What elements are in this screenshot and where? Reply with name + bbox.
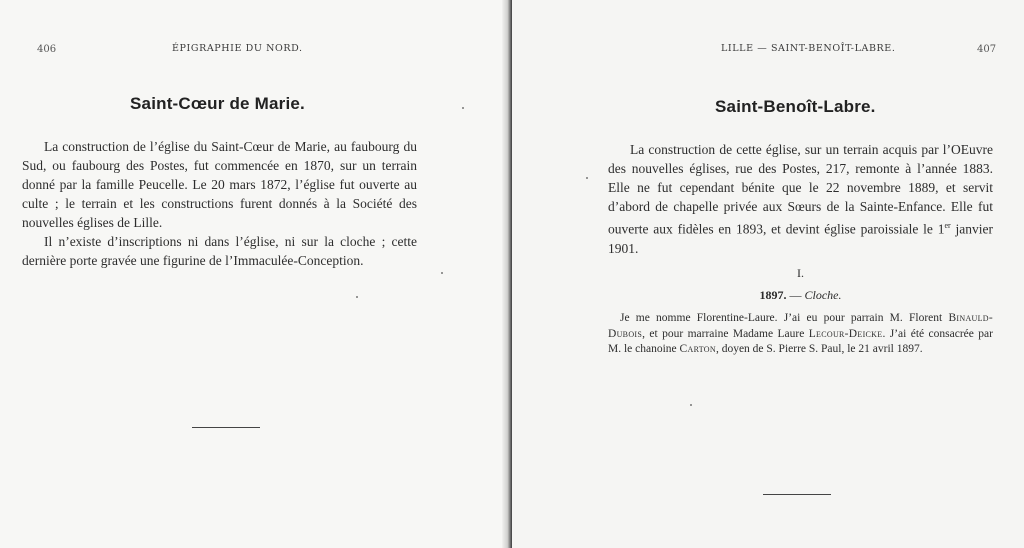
left-end-rule <box>192 427 260 428</box>
canon-name: Carton <box>679 343 716 355</box>
left-paragraph-1: La construction de l’église du Saint-Cœur de Marie, au faubourg du Sud, ou faubourg des Postes, fut commencée en 1870, sur un terrain donné par la famille Peucelle. Le 20 mars 1872, l’église fut ouverte au culte ; le terrain et les constructions furent donnés à la Société des nouvelles églises de Lille. <box>22 139 417 230</box>
left-page-number: 406 <box>37 44 57 55</box>
item-label: Cloche. <box>804 288 842 302</box>
paper-speck <box>586 177 588 179</box>
inscription-text: , et pour marraine Madame Laure <box>642 327 809 340</box>
godfather-name: Binauld-Dubois <box>608 312 993 340</box>
paper-speck <box>690 404 692 406</box>
right-page-title: Saint-Benoît-Labre. <box>715 97 876 116</box>
paper-speck <box>462 107 464 109</box>
right-end-rule <box>763 494 831 495</box>
right-paragraph <box>608 140 993 258</box>
section-number: I. <box>797 266 804 280</box>
paper-speck <box>441 272 443 274</box>
inscription-text: . J’ai été consacrée par M. le chanoine <box>608 327 993 355</box>
left-paragraph-2: Il n’existe d’inscriptions ni dans l’église, ni sur la cloche ; cette dernière porte gravée une figurine de l’Immaculée-Conception. <box>22 234 417 268</box>
left-running-head: ÉPIGRAPHIE DU NORD. <box>172 43 303 54</box>
right-paragraph-end: janvier 1901. <box>608 221 993 256</box>
paper-speck <box>356 296 358 298</box>
date-superscript: er <box>944 221 951 230</box>
inscription-text: Je me nomme Florentine-Laure. J’ai eu pour parrain M. Florent <box>620 312 949 324</box>
godmother-name: Lecour-Deicke <box>808 327 883 340</box>
bell-inscription <box>608 311 993 358</box>
right-page <box>512 0 1024 548</box>
item-year: 1897. <box>759 288 787 302</box>
inscription-text: , doyen de S. Pierre S. Paul, le 21 avril 1897. <box>715 343 923 355</box>
item-heading <box>608 288 993 303</box>
right-page-number: 407 <box>977 44 997 55</box>
left-page <box>0 0 506 548</box>
right-paragraph-text: La construction de cette église, sur un terrain acquis par l’OEuvre des nouvelles églises, rue des Postes, 217, remonte à l’année 1883. Elle ne fut cependant bénite que le 22 novembre 1889, et servit d’abord de chapelle privée aux Sœurs de la Sainte-Enfance. Elle fut ouverte aux fidèles en 1893, et devint église paroissiale le 1 <box>608 142 993 237</box>
item-dash: — <box>786 288 805 302</box>
left-page-title: Saint-Cœur de Marie. <box>130 94 305 113</box>
right-running-head: LILLE — SAINT-BENOÎT-LABRE. <box>721 43 896 54</box>
